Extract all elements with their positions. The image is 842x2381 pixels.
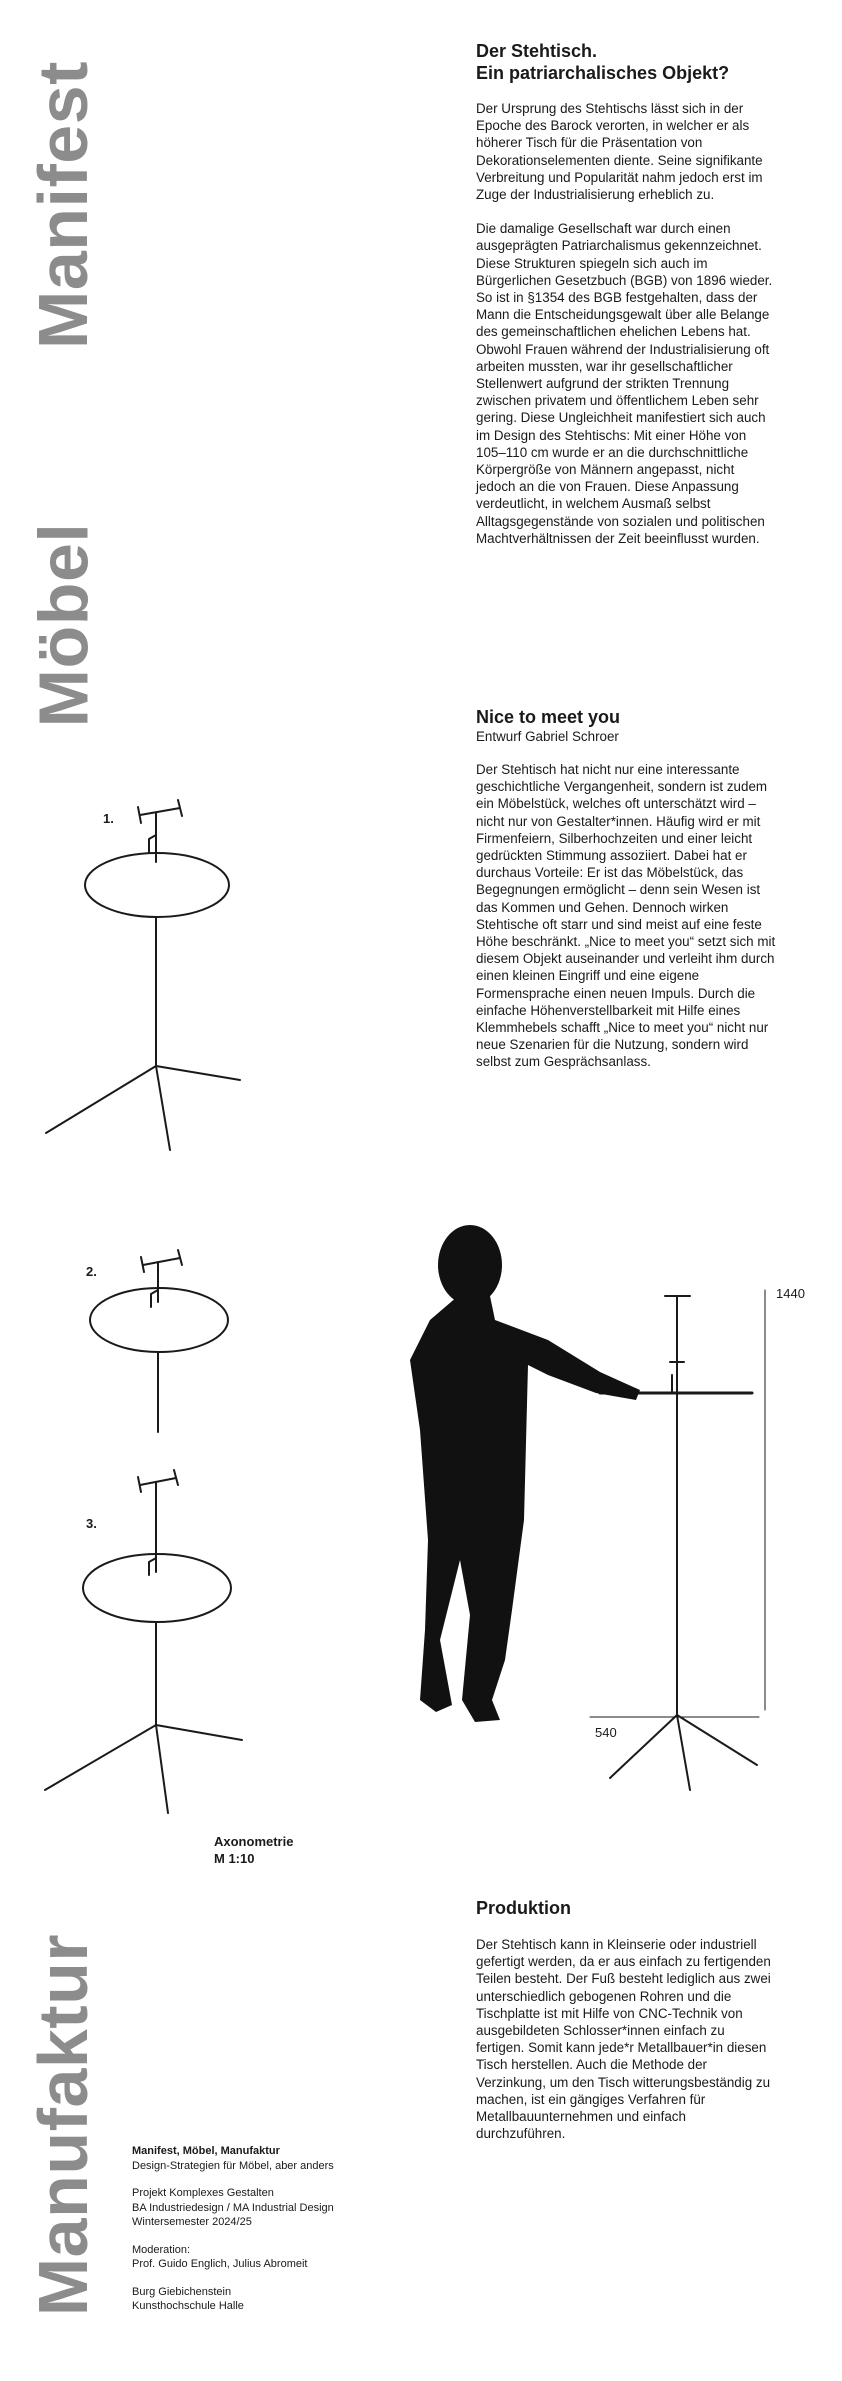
- human-silhouette: [410, 1225, 640, 1722]
- dimension-height: 1440: [776, 1286, 805, 1301]
- axonometrie-scale: M 1:10: [214, 1851, 255, 1866]
- figure-label-3: 3.: [86, 1516, 97, 1531]
- colophon-moderation-label: Moderation:: [132, 2243, 191, 2256]
- dimension-width: 540: [595, 1725, 617, 1740]
- axonometric-drawing-1: [46, 800, 240, 1150]
- section1-title-line2: Ein patriarchalisches Objekt?: [476, 63, 730, 83]
- side-word-manufaktur: Manufaktur: [24, 1933, 102, 2317]
- elevation-table-drawing: [600, 1296, 757, 1790]
- colophon-semester: Wintersemester 2024/25: [132, 2216, 252, 2228]
- section3-title: Produktion: [476, 1898, 571, 1918]
- axonometric-drawing-2: [90, 1250, 228, 1432]
- section1-title-line1: Der Stehtisch.: [476, 41, 598, 61]
- side-word-moebel: Möbel: [24, 522, 102, 728]
- colophon-project: Projekt Komplexes Gestalten: [132, 2187, 274, 2199]
- axonometrie-caption: Axonometrie: [214, 1834, 294, 1849]
- axonometric-drawing-3: [45, 1470, 242, 1813]
- section1-paragraph1: Der Ursprung des Stehtischs lässt sich in der Epoche des Barock verorten, in welcher er als höherer Tisch für die Präsentation von Dekorationselementen diente. Seine signifikante Verbreitung und Popularität nahm jedoch erst im Zuge der Industrialisierung erheblich zu.: [476, 101, 763, 203]
- colophon-program: BA Industriedesign / MA Industrial Design: [132, 2201, 334, 2214]
- section3-paragraph: Der Stehtisch kann in Kleinserie oder industriell gefertigt werden, da er aus einfach zu fertigenden Teilen besteht. Der Fuß besteht lediglich aus zwei unterschiedlich gebogenen Rohren und die Tischplatte ist mit Hilfe von CNC-Technik von ausgebildeten Schlosser*innen einfach zu fertigen. Somit kann jede*r Metallbauer*in diesen Tisch herstellen. Auch die Methode der Verzinkung, um den Tisch witterungsbeständig zu machen, ist ein gängiges Verfahren für Metallbauunternehmen und einfach durchzuführen.: [476, 1937, 771, 2142]
- figure-label-2: 2.: [86, 1264, 97, 1279]
- colophon-school-line2: Kunsthochschule Halle: [132, 2300, 244, 2312]
- section1-paragraph2: Die damalige Gesellschaft war durch einen ausgeprägten Patriarchalismus gekennzeichnet. Diese Strukturen spiegeln sich auch im Bürgerlichen Gesetzbuch (BGB) von 1896 wieder. So ist in §1354 des BGB festgehalten, dass der Mann die Entscheidungsgewalt über alle Belange des gemeinschaftlichen ehelichen Lebens hat. Obwohl Frauen während der Industrialisierung oft arbeiten mussten, war ihr gesellschaftlicher Stellenwert aufgrund der strikten Trennung zwischen privatem und öffentlichem Leben sehr gering. Diese Ungleichheit manifestiert sich auch im Design des Stehtischs: Mit einer Höhe von 105–110 cm wurde er an die durchschnittliche Körpergröße von Männern angepasst, nicht jedoch an die von Frauen. Diese Anpassung verdeutlicht, in welchem Ausmaß selbst Alltagsgegenstände von sozialen und politischen Machtverhältnissen der Zeit beeinflusst wurden.: [476, 221, 773, 546]
- side-word-manifest: Manifest: [24, 61, 102, 349]
- section2-paragraph: Der Stehtisch hat nicht nur eine interessante geschichtliche Vergangenheit, sondern ist zudem ein Möbelstück, welches oft unterschätzt wird – nicht nur von Gestalter*innen. Häufig wird er mit Firmenfeiern, Silberhochzeiten und einer leicht gedrückten Stimmung assoziiert. Dabei hat er durchaus Vorteile: Er ist das Möbelstück, das Begegnungen ermöglicht – denn sein Wesen ist das Kommen und Gehen. Dennoch wirken Stehtische oft starr und sind meist auf eine feste Höhe beschränkt. „Nice to meet you“ setzt sich mit diesem Objekt auseinander und verleiht ihm durch einen kleinen Eingriff und eine eigene Formensprache einen neuen Impuls. Durch die einfache Höhenverstellbarkeit mit Hilfe eines Klemmhebels schafft „Nice to meet you“ nicht nur neue Szenarien für die Nutzung, sondern wird selbst zum Gesprächsanlass.: [476, 762, 776, 1070]
- section2-subtitle: Entwurf Gabriel Schroer: [476, 729, 619, 744]
- colophon: [132, 2144, 392, 2314]
- figure-label-1: 1.: [103, 811, 114, 826]
- colophon-subtitle: Design-Strategien für Möbel, aber anders: [132, 2159, 334, 2172]
- colophon-school-line1: Burg Giebichenstein: [132, 2285, 232, 2298]
- colophon-moderators: Prof. Guido Englich, Julius Abromeit: [132, 2258, 308, 2270]
- section2-title: Nice to meet you: [476, 707, 621, 727]
- colophon-title: Manifest, Möbel, Manufaktur: [132, 2145, 280, 2157]
